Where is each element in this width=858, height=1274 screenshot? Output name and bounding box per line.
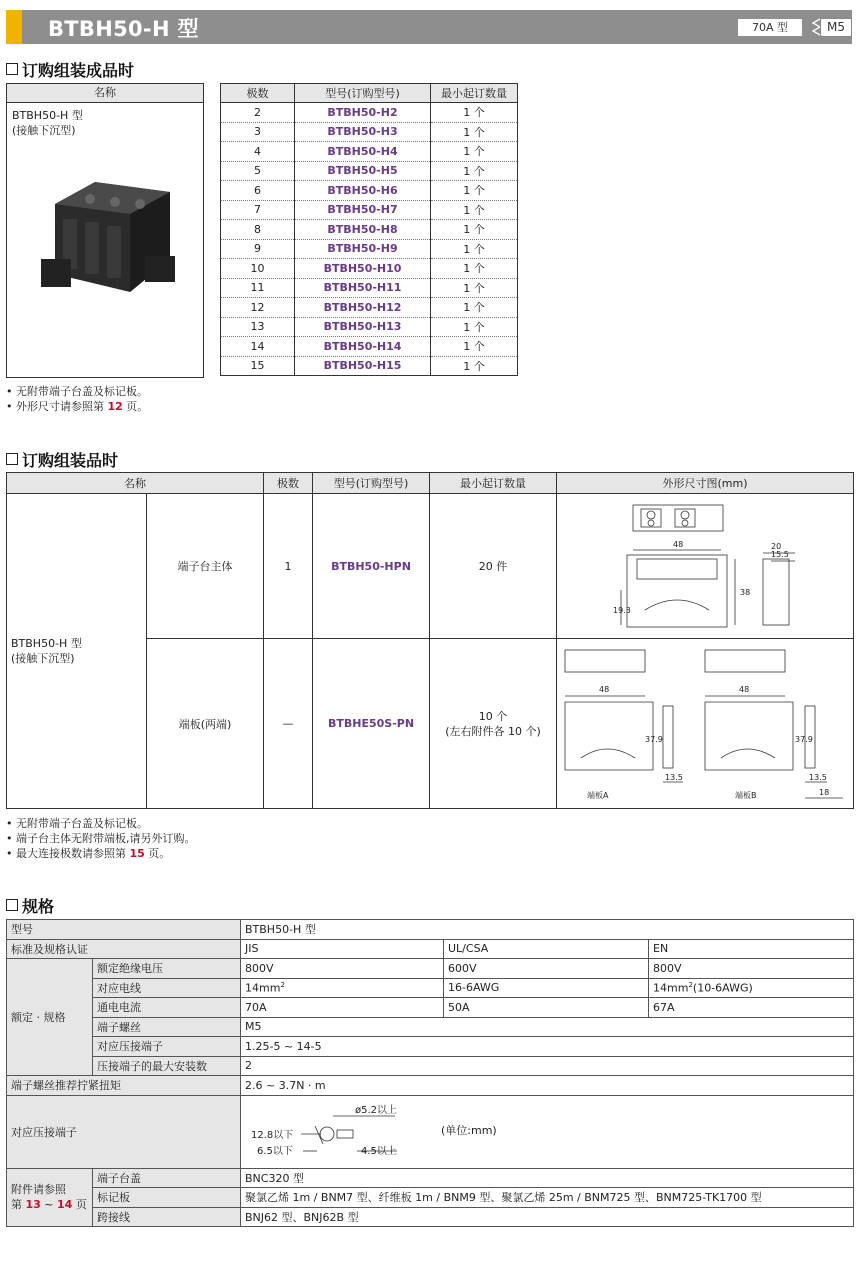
- spec-value: 600V: [444, 959, 649, 979]
- col-min-qty: 最小起订数量: [430, 473, 557, 494]
- section-title-parts: 订购组装品时: [6, 448, 118, 471]
- poles-cell: 7: [221, 200, 295, 220]
- crimp-terminal-diagram: [245, 1098, 425, 1166]
- spec-label: 对应压接端子: [7, 1095, 241, 1168]
- table-row: [7, 978, 854, 998]
- poles-cell: 9: [221, 239, 295, 259]
- parts-order-table: [6, 472, 854, 809]
- table-row: [221, 239, 518, 259]
- part-name: 端子台主体: [147, 494, 264, 639]
- svg-text:15.5: 15.5: [771, 549, 789, 559]
- table-row: [7, 1017, 854, 1037]
- amp-badge: 70A 型: [738, 19, 802, 36]
- table-row: [7, 1056, 854, 1076]
- spec-group-label: 额定 · 规格: [7, 959, 93, 1076]
- spec-value: 2.6 ~ 3.7N · m: [241, 1076, 854, 1096]
- svg-text:18: 18: [819, 787, 830, 797]
- spec-value: BTBH50-H 型: [241, 920, 854, 940]
- page-ref[interactable]: 15: [129, 847, 145, 860]
- table-row: [7, 1168, 854, 1188]
- model-cell: BTBH50-H10: [295, 259, 431, 279]
- qty-cell: 1 个: [431, 142, 518, 162]
- name-header: 名称: [7, 84, 203, 103]
- section1-notes: [6, 384, 148, 414]
- spec-label: 端子螺丝: [93, 1017, 241, 1037]
- page-ref[interactable]: 14: [57, 1198, 73, 1212]
- svg-text:37.9: 37.9: [645, 734, 663, 744]
- table-row: [7, 1076, 854, 1096]
- section-title-spec: 规格: [6, 894, 54, 917]
- table-row: [7, 998, 854, 1018]
- poles-cell: 4: [221, 142, 295, 162]
- model-cell: BTBH50-H6: [295, 181, 431, 201]
- qty-cell: 1 个: [431, 122, 518, 142]
- spec-label: 对应压接端子: [93, 1037, 241, 1057]
- qty-cell: 1 个: [431, 239, 518, 259]
- poles-cell: 8: [221, 220, 295, 240]
- model-cell: BTBH50-H13: [295, 317, 431, 337]
- terminal-block-photo: [35, 164, 185, 314]
- section-title-assembled: 订购组装成品时: [6, 58, 134, 81]
- table-row: [221, 317, 518, 337]
- model-cell: BTBH50-H15: [295, 356, 431, 376]
- spec-table: [6, 919, 854, 1227]
- poles-cell: 10: [221, 259, 295, 279]
- min-qty: 20 件: [430, 494, 557, 639]
- table-row: [221, 142, 518, 162]
- model-cell: BTBH50-H5: [295, 161, 431, 181]
- model-number: BTBH50-HPN: [313, 494, 430, 639]
- poles-cell: 11: [221, 278, 295, 298]
- qty-cell: 1 个: [431, 278, 518, 298]
- poles-cell: 2: [221, 103, 295, 123]
- page-title: BTBH50-H 型: [48, 17, 199, 41]
- svg-text:37.9: 37.9: [795, 734, 813, 744]
- crimp-terminal-drawing: [241, 1095, 854, 1168]
- page-ref[interactable]: 12: [107, 400, 123, 413]
- svg-text:20: 20: [771, 541, 782, 551]
- spec-label: 型号: [7, 920, 241, 940]
- min-qty: 10 个 (左右附件各 10 个): [430, 639, 557, 809]
- model-cell: BTBH50-H3: [295, 122, 431, 142]
- svg-text:19.3: 19.3: [613, 605, 631, 615]
- terminal-body-drawing: [557, 495, 853, 638]
- part-name: 端板(两端): [147, 639, 264, 809]
- table-row: [7, 1095, 854, 1168]
- model-cell: BTBH50-H12: [295, 298, 431, 318]
- table-row: [7, 959, 854, 979]
- assembled-order-table: [220, 83, 518, 376]
- qty-cell: 1 个: [431, 220, 518, 240]
- dimension-drawing-endplate: [557, 639, 854, 809]
- accent-bar: [6, 10, 22, 44]
- col-poles: 极数: [221, 84, 295, 103]
- table-row: [221, 337, 518, 357]
- spec-label: 端子螺丝推荐拧紧扭矩: [7, 1076, 241, 1096]
- poles: 1: [264, 494, 313, 639]
- qty-cell: 1 个: [431, 298, 518, 318]
- qty-cell: 1 个: [431, 259, 518, 279]
- table-header-row: [221, 84, 518, 103]
- spec-label: 标记板: [93, 1188, 241, 1208]
- spec-value: 1.25-5 ~ 14-5: [241, 1037, 854, 1057]
- qty-cell: 1 个: [431, 103, 518, 123]
- model-cell: BTBH50-H2: [295, 103, 431, 123]
- product-name: BTBH50-H 型 (接触下沉型): [7, 494, 147, 809]
- poles: —: [264, 639, 313, 809]
- model-cell: BTBH50-H8: [295, 220, 431, 240]
- screw-badge-label: M5: [820, 18, 852, 37]
- spec-value: EN: [649, 939, 854, 959]
- note: • 端子台主体无附带端板,请另外订购。: [6, 832, 196, 845]
- table-row: [221, 122, 518, 142]
- spec-value: 16-6AWG: [444, 978, 649, 998]
- model-cell: BTBH50-H4: [295, 142, 431, 162]
- spec-value: 聚氯乙烯 1m / BNM7 型、纤维板 1m / BNM9 型、聚氯乙烯 25m / BNM725 型、BNM725-TK1700 型: [241, 1188, 854, 1208]
- qty-cell: 1 个: [431, 181, 518, 201]
- poles-cell: 3: [221, 122, 295, 142]
- spec-value: BNJ62 型、BNJ62B 型: [241, 1207, 854, 1227]
- col-model: 型号(订购型号): [295, 84, 431, 103]
- end-plate-a-label: 端板A: [587, 790, 609, 800]
- screw-badge: [810, 18, 850, 37]
- unit-label: (单位:mm): [441, 1123, 497, 1137]
- spec-label: 通电电流: [93, 998, 241, 1018]
- qty-cell: 1 个: [431, 337, 518, 357]
- spec-value: 70A: [241, 998, 444, 1018]
- spec-label: 端子台盖: [93, 1168, 241, 1188]
- product-name-box: [6, 83, 204, 378]
- qty-cell: 1 个: [431, 200, 518, 220]
- model-cell: BTBH50-H11: [295, 278, 431, 298]
- poles-cell: 15: [221, 356, 295, 376]
- table-row: [221, 181, 518, 201]
- poles-cell: 12: [221, 298, 295, 318]
- col-poles: 极数: [264, 473, 313, 494]
- spec-label: 跨接线: [93, 1207, 241, 1227]
- model-number: BTBHE50S-PN: [313, 639, 430, 809]
- note: • 外形尺寸请参照第 12 页。: [6, 400, 149, 413]
- page-header: [6, 10, 852, 44]
- table-row: [221, 259, 518, 279]
- svg-text:38: 38: [740, 587, 751, 597]
- dimension-drawing-body: [557, 494, 854, 639]
- table-row: [221, 220, 518, 240]
- spec-value: 67A: [649, 998, 854, 1018]
- svg-text:ø5.2以上: ø5.2以上: [355, 1104, 398, 1116]
- table-row: [221, 278, 518, 298]
- qty-cell: 1 个: [431, 161, 518, 181]
- spec-value: 800V: [241, 959, 444, 979]
- spec-label: 压接端子的最大安装数: [93, 1056, 241, 1076]
- model-cell: BTBH50-H7: [295, 200, 431, 220]
- table-row: [7, 1207, 854, 1227]
- svg-text:48: 48: [739, 684, 750, 694]
- qty-cell: 1 个: [431, 356, 518, 376]
- spec-value: 50A: [444, 998, 649, 1018]
- table-row: [221, 200, 518, 220]
- end-plate-b-label: 端板B: [735, 790, 757, 800]
- poles-cell: 14: [221, 337, 295, 357]
- note: • 无附带端子台盖及标记板。: [6, 385, 148, 398]
- section2-notes: [6, 816, 195, 861]
- table-row: [7, 1188, 854, 1208]
- spec-label: 额定绝缘电压: [93, 959, 241, 979]
- spec-value: JIS: [241, 939, 444, 959]
- col-name: 名称: [7, 473, 264, 494]
- spec-value: 2: [241, 1056, 854, 1076]
- spec-group-label: 附件请参照 第 13 ~ 14 页: [7, 1168, 93, 1227]
- svg-text:48: 48: [673, 539, 684, 549]
- spec-value: 800V: [649, 959, 854, 979]
- col-model: 型号(订购型号): [313, 473, 430, 494]
- spec-value: M5: [241, 1017, 854, 1037]
- col-min-qty: 最小起订数量: [431, 84, 518, 103]
- svg-text:13.5: 13.5: [809, 772, 827, 782]
- svg-text:48: 48: [599, 684, 610, 694]
- table-row: [7, 494, 854, 639]
- product-name: BTBH50-H 型 (接触下沉型): [12, 109, 83, 137]
- svg-text:13.5: 13.5: [665, 772, 683, 782]
- table-row: [221, 356, 518, 376]
- table-row: [7, 1037, 854, 1057]
- poles-cell: 5: [221, 161, 295, 181]
- table-row: [7, 939, 854, 959]
- spec-value: UL/CSA: [444, 939, 649, 959]
- table-row: [7, 920, 854, 940]
- spec-value: $14mm^2(10-6AWG)$: [649, 978, 854, 998]
- model-cell: BTBH50-H14: [295, 337, 431, 357]
- table-row: [221, 298, 518, 318]
- spec-label: 标准及规格认证: [7, 939, 241, 959]
- svg-text:6.5以下: 6.5以下: [257, 1145, 293, 1157]
- model-cell: BTBH50-H9: [295, 239, 431, 259]
- spec-value: $14mm^2$: [241, 978, 444, 998]
- poles-cell: 13: [221, 317, 295, 337]
- note: • 最大连接极数请参照第 15 页。: [6, 847, 171, 860]
- svg-text:4.5以上: 4.5以上: [361, 1145, 397, 1157]
- end-plate-drawing: [557, 640, 853, 808]
- spec-value: BNC320 型: [241, 1168, 854, 1188]
- table-row: [221, 103, 518, 123]
- spec-label: 对应电线: [93, 978, 241, 998]
- page-ref[interactable]: 13: [25, 1198, 41, 1212]
- svg-text:12.8以下: 12.8以下: [251, 1129, 294, 1141]
- table-row: [221, 161, 518, 181]
- qty-cell: 1 个: [431, 317, 518, 337]
- poles-cell: 6: [221, 181, 295, 201]
- note: • 无附带端子台盖及标记板。: [6, 817, 148, 830]
- col-dimensions: 外形尺寸图(mm): [557, 473, 854, 494]
